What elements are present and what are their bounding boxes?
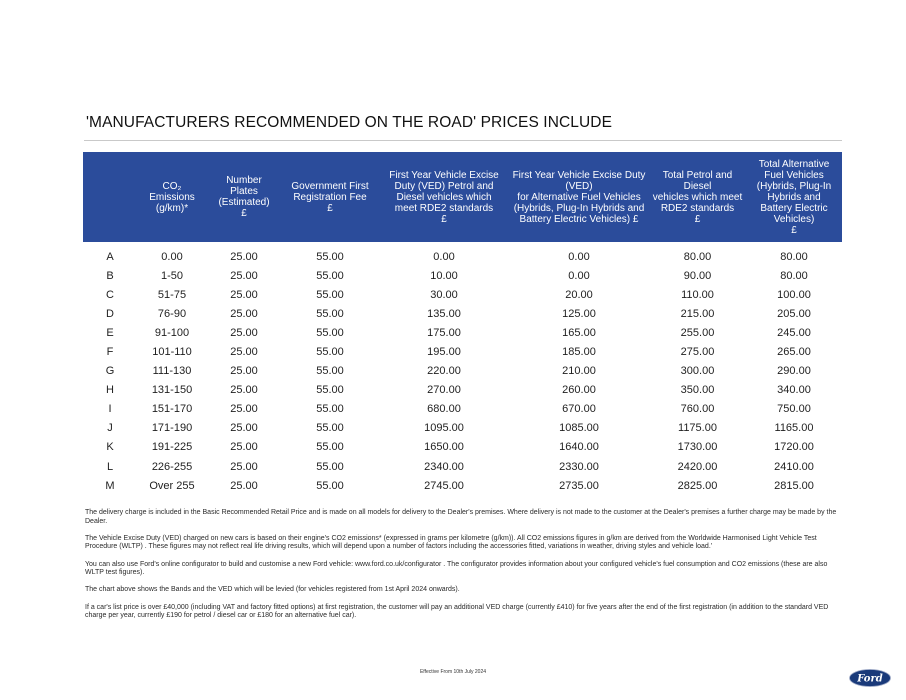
cell-number-plates: 25.00 <box>230 384 258 397</box>
cell-total-petrol-diesel: 80.00 <box>683 250 712 263</box>
footnote-paragraph: The delivery charge is included in the Basic Recommended Retail Price and is made on all models for delivery to the Dealer's premises. Where delivery is not made to the customer at the Dealer's premises a further charge may be made by the Dealer. <box>85 509 837 525</box>
svg-text:Ford: Ford <box>857 673 883 685</box>
cell-number-plates: 25.00 <box>230 326 258 339</box>
cell-total-alternative-fuel: 340.00 <box>777 384 811 397</box>
cell-total-petrol-diesel: 300.00 <box>680 365 715 378</box>
table-row <box>83 323 842 342</box>
cell-band: G <box>105 365 115 378</box>
cell-ved-alternative-fuel: 0.00 <box>568 269 590 282</box>
cell-ved-alternative-fuel: 260.00 <box>562 384 596 397</box>
cell-co2-range: Over 255 <box>149 479 195 492</box>
header-ved-petrol-diesel: First Year Vehicle Excise Duty (VED) Petrol and Diesel vehicles which meet RDE2 standards £ <box>379 152 509 242</box>
cell-total-petrol-diesel: 2825.00 <box>677 479 718 492</box>
cell-registration-fee: 55.00 <box>316 365 344 378</box>
cell-total-alternative-fuel: 80.00 <box>780 250 808 263</box>
cell-band: E <box>106 326 114 339</box>
cell-band: K <box>106 441 114 454</box>
cell-registration-fee: 55.00 <box>316 422 344 435</box>
table-row <box>83 342 842 361</box>
cell-number-plates: 25.00 <box>230 250 258 263</box>
cell-ved-petrol-diesel: 10.00 <box>430 269 458 282</box>
effective-date: Effective From 10th July 2024 <box>419 669 487 675</box>
table-row <box>83 242 842 266</box>
cell-number-plates: 25.00 <box>230 307 258 320</box>
cell-registration-fee: 55.00 <box>316 384 344 397</box>
cell-ved-petrol-diesel: 1650.00 <box>424 441 464 454</box>
cell-co2-range: 0.00 <box>161 250 183 263</box>
cell-registration-fee: 55.00 <box>316 288 344 301</box>
cell-co2-range: 91-100 <box>154 326 190 339</box>
table-row <box>83 266 842 285</box>
cell-ved-alternative-fuel: 165.00 <box>562 326 596 339</box>
title-divider <box>84 140 842 141</box>
header-band <box>83 152 137 242</box>
cell-band: M <box>105 479 115 492</box>
table-row <box>83 438 842 457</box>
table-row <box>83 457 842 476</box>
cell-total-petrol-diesel: 1175.00 <box>678 422 717 435</box>
cell-ved-petrol-diesel: 2340.00 <box>424 460 464 473</box>
cell-ved-alternative-fuel: 0.00 <box>568 250 590 263</box>
table-row <box>83 400 842 419</box>
cell-band: L <box>106 460 114 473</box>
cell-co2-range: 76-90 <box>157 307 187 320</box>
cell-co2-range: 171-190 <box>151 422 193 435</box>
cell-total-petrol-diesel: 1730.00 <box>677 441 718 454</box>
cell-ved-alternative-fuel: 210.00 <box>562 365 596 378</box>
cell-band: A <box>106 250 114 263</box>
cell-ved-petrol-diesel: 195.00 <box>427 346 461 359</box>
cell-ved-alternative-fuel: 125.00 <box>562 307 596 320</box>
cell-registration-fee: 55.00 <box>316 441 344 454</box>
cell-registration-fee: 55.00 <box>316 250 344 263</box>
cell-ved-alternative-fuel: 1085.00 <box>559 422 599 435</box>
cell-total-alternative-fuel: 100.00 <box>777 288 811 301</box>
cell-registration-fee: 55.00 <box>316 346 344 359</box>
cell-ved-alternative-fuel: 2735.00 <box>559 479 599 492</box>
cell-ved-petrol-diesel: 0.00 <box>433 250 455 263</box>
cell-number-plates: 25.00 <box>230 460 258 473</box>
cell-number-plates: 25.00 <box>230 365 258 378</box>
cell-ved-petrol-diesel: 680.00 <box>427 403 461 416</box>
cell-band: F <box>106 346 114 359</box>
cell-number-plates: 25.00 <box>230 346 258 359</box>
cell-band: B <box>106 269 114 282</box>
cell-total-alternative-fuel: 265.00 <box>777 346 811 359</box>
cell-band: D <box>106 307 114 320</box>
cell-ved-petrol-diesel: 135.00 <box>427 307 461 320</box>
cell-co2-range: 1-50 <box>160 269 184 282</box>
cell-total-alternative-fuel: 750.00 <box>777 403 811 416</box>
header-co2-emissions: CO₂ Emissions (g/km)* <box>137 152 207 242</box>
cell-total-petrol-diesel: 350.00 <box>680 384 715 397</box>
cell-number-plates: 25.00 <box>230 288 258 301</box>
cell-total-petrol-diesel: 90.00 <box>683 269 712 282</box>
cell-total-alternative-fuel: 2815.00 <box>774 479 814 492</box>
table-row <box>83 285 842 304</box>
cell-registration-fee: 55.00 <box>316 403 344 416</box>
footnote-paragraph: You can also use Ford's online configurator to build and customise a new Ford vehicle: www.ford.co.uk/configurator . The configurator provides information about your configured vehicle's fuel consumption and CO2 emissions (these are also WLTP test figures). <box>85 560 828 577</box>
cell-total-alternative-fuel: 245.00 <box>777 326 811 339</box>
header-total-alternative-fuel: Total Alternative Fuel Vehicles (Hybrids, Plug-In Hybrids and Battery Electric Vehicles) £ <box>746 152 842 242</box>
cell-ved-alternative-fuel: 2330.00 <box>559 460 599 473</box>
cell-band: J <box>107 422 113 435</box>
cell-number-plates: 25.00 <box>230 269 258 282</box>
cell-co2-range: 131-150 <box>151 384 193 397</box>
cell-number-plates: 25.00 <box>230 441 258 454</box>
cell-registration-fee: 55.00 <box>316 269 344 282</box>
header-ved-alternative-fuel: First Year Vehicle Excise Duty (VED) for Alternative Fuel Vehicles (Hybrids, Plug-In Hybrids and Battery Electric Vehicles) £ <box>509 152 649 242</box>
cell-total-alternative-fuel: 290.00 <box>777 365 811 378</box>
cell-band: H <box>106 384 114 397</box>
cell-co2-range: 151-170 <box>151 403 193 416</box>
cell-ved-alternative-fuel: 20.00 <box>565 288 593 301</box>
header-registration-fee: Government First Registration Fee £ <box>281 152 379 242</box>
cell-co2-range: 51-75 <box>157 288 187 301</box>
table-header-row <box>83 152 842 242</box>
cell-total-petrol-diesel: 255.00 <box>680 326 715 339</box>
table-row <box>83 476 842 495</box>
cell-total-petrol-diesel: 215.00 <box>680 307 715 320</box>
ved-rate-table <box>83 152 842 495</box>
table-body <box>83 242 842 495</box>
cell-ved-petrol-diesel: 2745.00 <box>424 479 464 492</box>
cell-co2-range: 226-255 <box>151 460 193 473</box>
cell-band: C <box>106 288 114 301</box>
footnotes <box>85 509 845 629</box>
cell-total-alternative-fuel: 205.00 <box>777 307 811 320</box>
cell-co2-range: 191-225 <box>151 441 193 454</box>
cell-ved-alternative-fuel: 185.00 <box>562 346 596 359</box>
cell-total-alternative-fuel: 1720.00 <box>774 441 814 454</box>
cell-ved-petrol-diesel: 30.00 <box>430 288 458 301</box>
cell-registration-fee: 55.00 <box>316 460 344 473</box>
cell-registration-fee: 55.00 <box>316 479 344 492</box>
footnote-paragraph: The chart above shows the Bands and the VED which will be levied (for vehicles registered from 1st April 2024 onwards). <box>85 586 460 594</box>
cell-band: I <box>108 403 112 416</box>
ford-logo <box>849 669 891 687</box>
cell-number-plates: 25.00 <box>230 422 258 435</box>
table-row <box>83 381 842 400</box>
footnote-paragraph: If a car's list price is over £40,000 (including VAT and factory fitted options) at first registration, the customer will pay an additional VED charge (currently £410) for five years after the end of the first registration (in addition to the standard VED charge per year, currently £190 for petrol / diesel car or £180 for an alternative fuel car). <box>85 603 829 620</box>
page-title: 'MANUFACTURERS RECOMMENDED ON THE ROAD' PRICES INCLUDE <box>86 114 613 131</box>
cell-registration-fee: 55.00 <box>316 307 344 320</box>
table-row <box>83 304 842 323</box>
cell-ved-petrol-diesel: 220.00 <box>427 365 461 378</box>
cell-ved-alternative-fuel: 670.00 <box>562 403 596 416</box>
cell-registration-fee: 55.00 <box>316 326 344 339</box>
footnote-paragraph: The Vehicle Excise Duty (VED) charged on new cars is based on their engine's CO2 emissions* (expressed in grams per kilometre (g/km)). All CO2 emissions figures in g/km are derived from the Worldwide Harmonised Light Vehicle Test Procedure (WLTP) . These figures may not reflect real life driving results, which will depend upon a number of factors including the accessories fitted, variations in weather, driving styles and vehicle load.' <box>85 534 817 551</box>
cell-total-alternative-fuel: 1165.00 <box>774 422 814 435</box>
cell-total-alternative-fuel: 80.00 <box>780 269 808 282</box>
cell-number-plates: 25.00 <box>230 403 258 416</box>
cell-total-alternative-fuel: 2410.00 <box>774 460 814 473</box>
cell-ved-petrol-diesel: 270.00 <box>427 384 461 397</box>
cell-ved-petrol-diesel: 175.00 <box>427 326 461 339</box>
cell-ved-petrol-diesel: 1095.00 <box>424 422 464 435</box>
header-total-petrol-diesel: Total Petrol and Diesel vehicles which meet RDE2 standards £ <box>649 152 746 242</box>
cell-co2-range: 101-110 <box>152 346 192 359</box>
cell-total-petrol-diesel: 760.00 <box>680 403 715 416</box>
cell-total-petrol-diesel: 2420.00 <box>677 460 718 473</box>
header-number-plates: Number Plates (Estimated) £ <box>207 152 281 242</box>
cell-number-plates: 25.00 <box>230 479 258 492</box>
cell-total-petrol-diesel: 275.00 <box>680 346 715 359</box>
cell-total-petrol-diesel: 110.00 <box>681 288 714 301</box>
cell-ved-alternative-fuel: 1640.00 <box>559 441 599 454</box>
cell-co2-range: 111-130 <box>152 365 192 378</box>
table-row <box>83 419 842 438</box>
table-row <box>83 362 842 381</box>
